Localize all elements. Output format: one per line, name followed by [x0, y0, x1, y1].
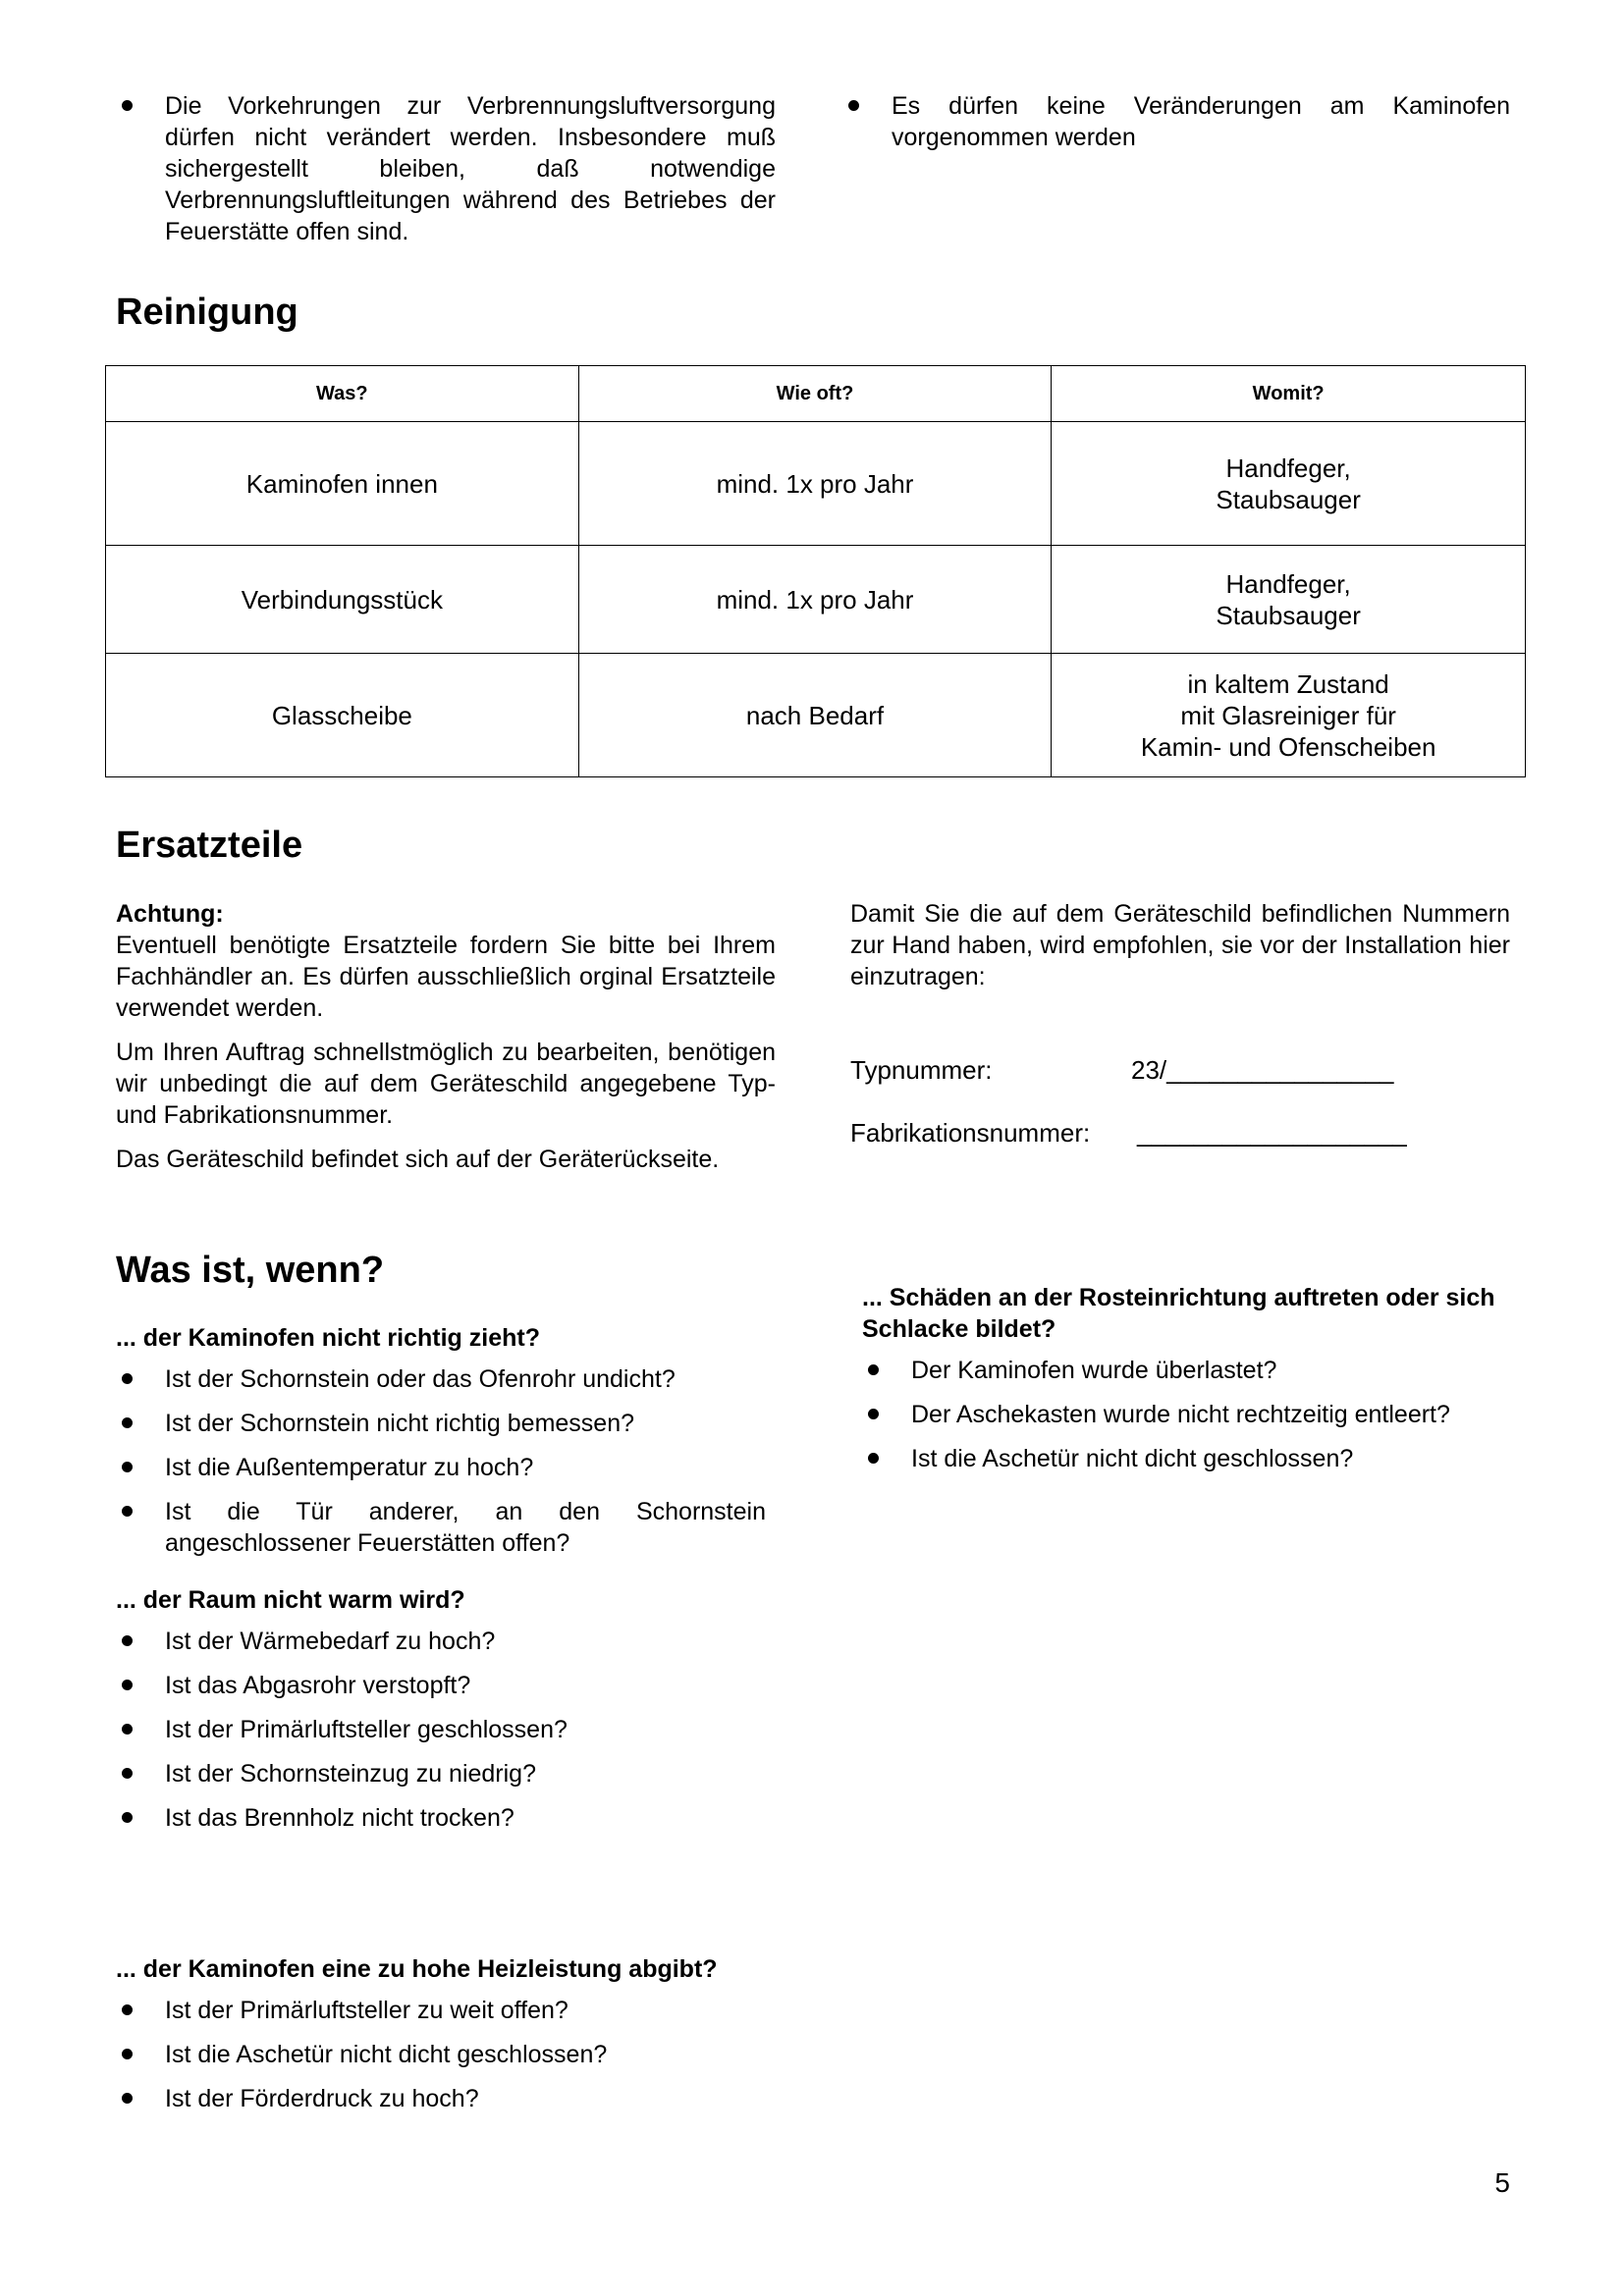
list-item: Ist der Wärmebedarf zu hoch?	[116, 1626, 776, 1657]
troubleshoot-heading: ... Schäden an der Rosteinrichtung auftreten oder sich Schlacke bildet?	[862, 1284, 1495, 1343]
header-womit: Womit?	[1052, 366, 1526, 422]
list-item: Ist die Aschetür nicht dicht geschlossen?	[862, 1443, 1510, 1474]
list-item: Ist das Brennholz nicht trocken?	[116, 1802, 776, 1834]
header-was: Was?	[106, 366, 579, 422]
top-right-column	[850, 90, 1510, 166]
achtung-label: Achtung:	[116, 900, 224, 928]
typnummer-label: Typnummer:	[850, 1055, 993, 1085]
list-item: Der Kaminofen wurde überlastet?	[862, 1355, 1510, 1386]
cell-line: mit Glasreiniger für	[1180, 700, 1396, 730]
ersatzteile-right-paragraph: Damit Sie die auf dem Geräteschild befindlichen Nummern zur Hand haben, wird empfohlen, sie vor der Installation hier einzutragen:	[850, 900, 1510, 990]
list-item: Ist der Schornstein oder das Ofenrohr undicht?	[116, 1363, 776, 1395]
cell-wie-oft: mind. 1x pro Jahr	[578, 422, 1052, 546]
cell-line: Handfeger,	[1225, 453, 1351, 483]
cell-wie-oft: mind. 1x pro Jahr	[578, 546, 1052, 654]
list-item: Ist der Förderdruck zu hoch?	[116, 2083, 766, 2114]
list-item: Ist der Primärluftsteller geschlossen?	[116, 1714, 776, 1745]
list-item: Ist die Tür anderer, an den Schornstein angeschlossener Feuerstätten offen?	[116, 1496, 776, 1559]
troubleshoot-list	[862, 1355, 1510, 1474]
top-left-bullets	[116, 90, 776, 247]
troubleshoot-heading: ... der Kaminofen eine zu hohe Heizleistung abgibt?	[116, 1955, 718, 1983]
list-item: Es dürfen keine Veränderungen am Kaminofen vorgenommen werden	[842, 90, 1510, 153]
fabrikationsnummer-field[interactable]: ___________________	[1137, 1118, 1407, 1148]
troubleshoot-group	[116, 1584, 776, 1846]
section-title-reinigung: Reinigung	[116, 292, 298, 333]
list-item: Ist die Aschetür nicht dicht geschlossen?	[116, 2039, 766, 2070]
cleaning-table	[105, 365, 1526, 777]
troubleshoot-list	[116, 1363, 776, 1559]
section-title-ersatzteile: Ersatzteile	[116, 825, 303, 866]
page-number: 5	[1494, 2167, 1510, 2198]
section-title-was-ist-wenn: Was ist, wenn?	[116, 1250, 385, 1291]
cell-line: Handfeger,	[1225, 568, 1351, 599]
table-header-row	[106, 366, 1526, 422]
cell-womit	[1052, 422, 1526, 546]
troubleshoot-list	[116, 1626, 776, 1834]
list-item: Ist die Außentemperatur zu hoch?	[116, 1452, 776, 1483]
top-right-bullets	[850, 90, 1510, 153]
typnummer-row	[850, 1054, 1394, 1086]
list-item: Der Aschekasten wurde nicht rechtzeitig entleert?	[862, 1399, 1510, 1430]
list-item: Ist der Schornstein nicht richtig bemessen?	[116, 1408, 776, 1439]
fabrikationsnummer-label: Fabrikationsnummer:	[850, 1118, 1091, 1148]
typnummer-field[interactable]: 23/________________	[1131, 1055, 1394, 1085]
ersatzteile-left-column	[116, 898, 776, 1175]
troubleshoot-heading: ... der Raum nicht warm wird?	[116, 1586, 465, 1614]
list-item: Die Vorkehrungen zur Verbrennungsluftversorgung dürfen nicht verändert werden. Insbesondere muß sichergestellt bleiben, daß notwendige Verbrennungsluftleitungen während des Betriebes der Feuerstätte offen sind.	[116, 90, 776, 247]
ersatzteile-paragraph: Das Geräteschild befindet sich auf der Geräterückseite.	[116, 1146, 720, 1173]
troubleshoot-list	[116, 1995, 766, 2114]
cell-line: in kaltem Zustand	[1187, 668, 1389, 699]
troubleshoot-group	[116, 1953, 766, 2127]
cell-was: Kaminofen innen	[106, 422, 579, 546]
table-row	[106, 422, 1526, 546]
list-item: Ist der Schornsteinzug zu niedrig?	[116, 1758, 776, 1789]
cell-line: Staubsauger	[1216, 484, 1361, 514]
list-item: Ist das Abgasrohr verstopft?	[116, 1670, 776, 1701]
top-left-column	[116, 90, 776, 260]
troubleshoot-heading: ... der Kaminofen nicht richtig zieht?	[116, 1324, 540, 1352]
cell-line: Kamin- und Ofenscheiben	[1140, 731, 1436, 762]
cell-line: Staubsauger	[1216, 600, 1361, 630]
ersatzteile-right-column	[850, 898, 1510, 992]
troubleshoot-group	[862, 1282, 1510, 1487]
list-item: Ist der Primärluftsteller zu weit offen?	[116, 1995, 766, 2026]
cell-womit	[1052, 654, 1526, 777]
cell-was: Verbindungsstück	[106, 546, 579, 654]
ersatzteile-paragraph: Eventuell benötigte Ersatzteile fordern Sie bitte bei Ihrem Fachhändler an. Es dürfen ausschließlich orginal Ersatzteile verwendet werden.	[116, 932, 776, 1022]
ersatzteile-paragraph: Um Ihren Auftrag schnellstmöglich zu bearbeiten, benötigen wir unbedingt die auf dem Geräteschild angegebene Typ- und Fabrikationsnummer.	[116, 1039, 776, 1129]
cell-was: Glasscheibe	[106, 654, 579, 777]
cell-womit	[1052, 546, 1526, 654]
table-row	[106, 546, 1526, 654]
header-wie-oft: Wie oft?	[578, 366, 1052, 422]
fabrikationsnummer-row	[850, 1117, 1407, 1148]
table-row	[106, 654, 1526, 777]
cell-wie-oft: nach Bedarf	[578, 654, 1052, 777]
troubleshoot-group	[116, 1322, 776, 1572]
